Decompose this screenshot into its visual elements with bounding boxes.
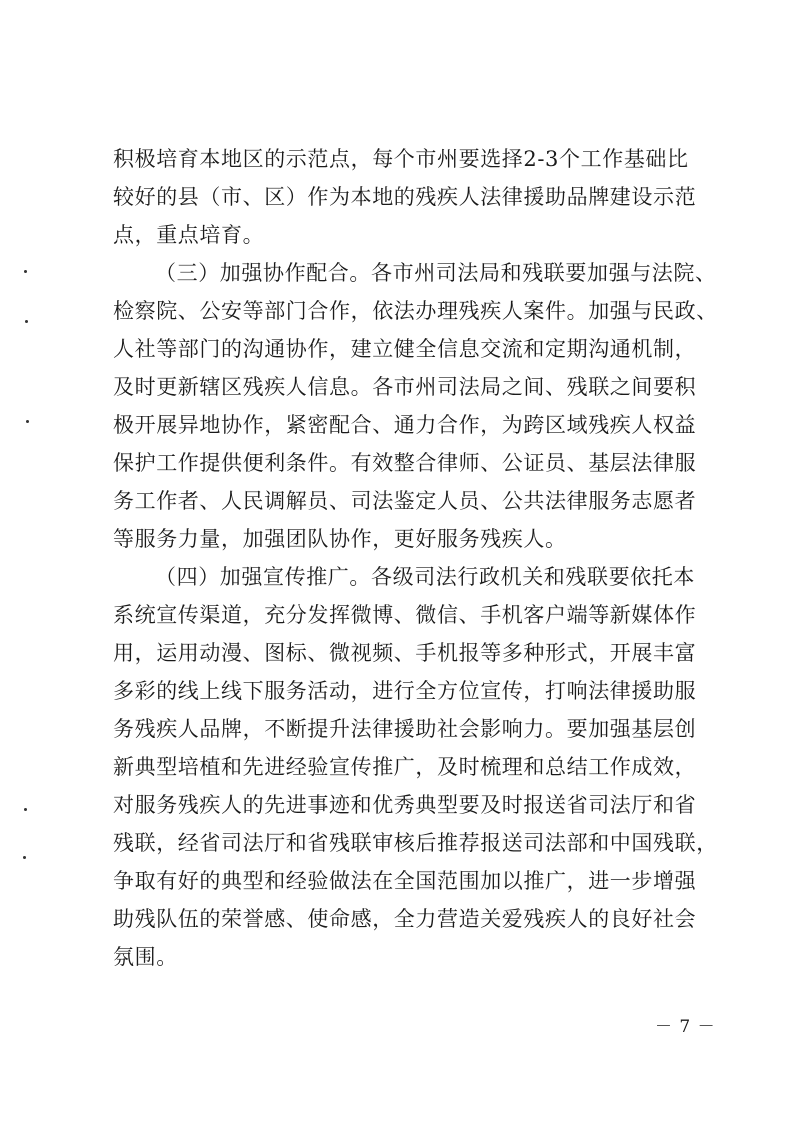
body-text-line: 对服务残疾人的先进事迹和优秀典型要及时报送省司法厅和省 bbox=[113, 793, 697, 817]
body-text-line: 等服务力量，加强团队协作，更好服务残疾人。 bbox=[113, 527, 567, 551]
section-heading-line: （四）加强宣传推广。各级司法行政机关和残联要依托本 bbox=[155, 565, 695, 589]
body-text-line: 极开展异地协作，紧密配合、通力合作，为跨区域残疾人权益 bbox=[113, 413, 697, 437]
body-text-line: 氛围。 bbox=[113, 945, 178, 969]
body-text-line: 争取有好的典型和经验做法在全国范围加以推广，进一步增强 bbox=[113, 869, 697, 893]
margin-mark bbox=[24, 808, 27, 811]
body-text-line: 点，重点培育。 bbox=[113, 223, 265, 247]
body-text-line: 多彩的线上线下服务活动，进行全方位宣传，打响法律援助服 bbox=[113, 679, 697, 703]
body-text-line: 较好的县（市、区）作为本地的残疾人法律援助品牌建设示范 bbox=[113, 185, 697, 209]
body-text-line: 助残队伍的荣誉感、使命感，全力营造关爱残疾人的良好社会 bbox=[113, 907, 697, 931]
body-text-line: 人社等部门的沟通协作，建立健全信息交流和定期沟通机制， bbox=[113, 337, 697, 361]
body-text-line: 检察院、公安等部门合作，依法办理残疾人案件。加强与民政、 bbox=[113, 299, 718, 323]
section-heading-line: （三）加强协作配合。各市州司法局和残联要加强与法院、 bbox=[155, 261, 717, 285]
body-text-line: 积极培育本地区的示范点，每个市州要选择2-3个工作基础比 bbox=[113, 147, 689, 171]
body-text-line: 残联，经省司法厅和省残联审核后推荐报送司法部和中国残联， bbox=[113, 831, 718, 855]
body-text-line: 新典型培植和先进经验宣传推广，及时梳理和总结工作成效， bbox=[113, 755, 697, 779]
margin-mark bbox=[24, 270, 27, 273]
margin-mark bbox=[26, 420, 29, 423]
body-text-line: 及时更新辖区残疾人信息。各市州司法局之间、残联之间要积 bbox=[113, 375, 697, 399]
body-text-line: 系统宣传渠道，充分发挥微博、微信、手机客户端等新媒体作 bbox=[113, 603, 697, 627]
body-text-line: 用，运用动漫、图标、微视频、手机报等多种形式，开展丰富 bbox=[113, 641, 697, 665]
body-text-line: 务工作者、人民调解员、司法鉴定人员、公共法律服务志愿者 bbox=[113, 489, 697, 513]
body-text-line: 保护工作提供便利条件。有效整合律师、公证员、基层法律服 bbox=[113, 451, 697, 475]
page-number: － 7 － bbox=[655, 1017, 716, 1037]
margin-mark bbox=[23, 856, 26, 859]
body-text-line: 务残疾人品牌，不断提升法律援助社会影响力。要加强基层创 bbox=[113, 717, 697, 741]
margin-mark bbox=[25, 320, 28, 323]
